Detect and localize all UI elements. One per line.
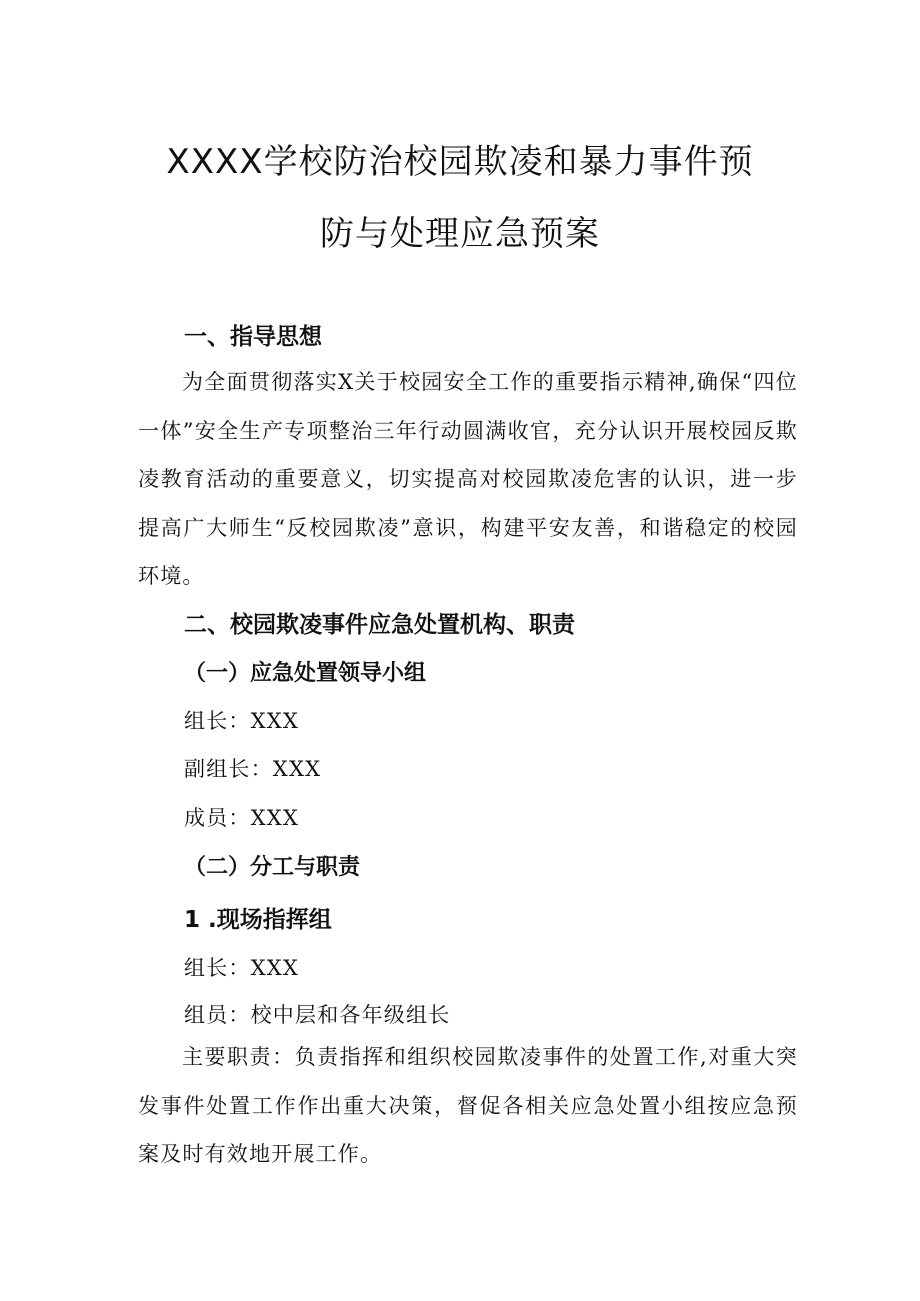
subsection-1-heading: （一）应急处置领导小组 [184, 661, 427, 686]
document-title-line-2: 防与处理应急预案 [320, 214, 600, 254]
section-1-paragraph: 为全面贯彻落实X关于校园安全工作的重要指示精神,确保“四位一体”安全生产专项整治三年行动圆满收官，充分认识开展校园反欺凌教育活动的重要意义，切实提高对校园欺凌危害的认识，进一步提高广大师生“反校园欺凌”意识，构建平安友善，和谐稳定的校园环境。 [138, 370, 798, 588]
document-title-line-1: XXXX学校防治校园欺凌和暴力事件预 [166, 142, 754, 182]
group-members: 成员：XXX [184, 806, 300, 830]
item-1-leader: 组长：XXX [184, 956, 300, 980]
group-leader: 组长：XXX [184, 709, 300, 733]
item-1-members: 组员：校中层和各年级组长 [184, 1003, 451, 1027]
subsection-2-heading: （二）分工与职责 [184, 855, 361, 880]
section-1-heading: 一、指导思想 [184, 324, 322, 350]
item-1-duty-paragraph: 主要职责：负责指挥和组织校园欺凌事件的处置工作,对重大突发事件处置工作作出重大决策，督促各相关应急处置小组按应急预案及时有效地开展工作。 [138, 1045, 798, 1166]
section-2-heading: 二、校园欺凌事件应急处置机构、职责 [184, 612, 575, 638]
group-deputy-leader: 副组长：XXX [184, 757, 322, 781]
item-1-heading: 1 .现场指挥组 [184, 907, 332, 933]
